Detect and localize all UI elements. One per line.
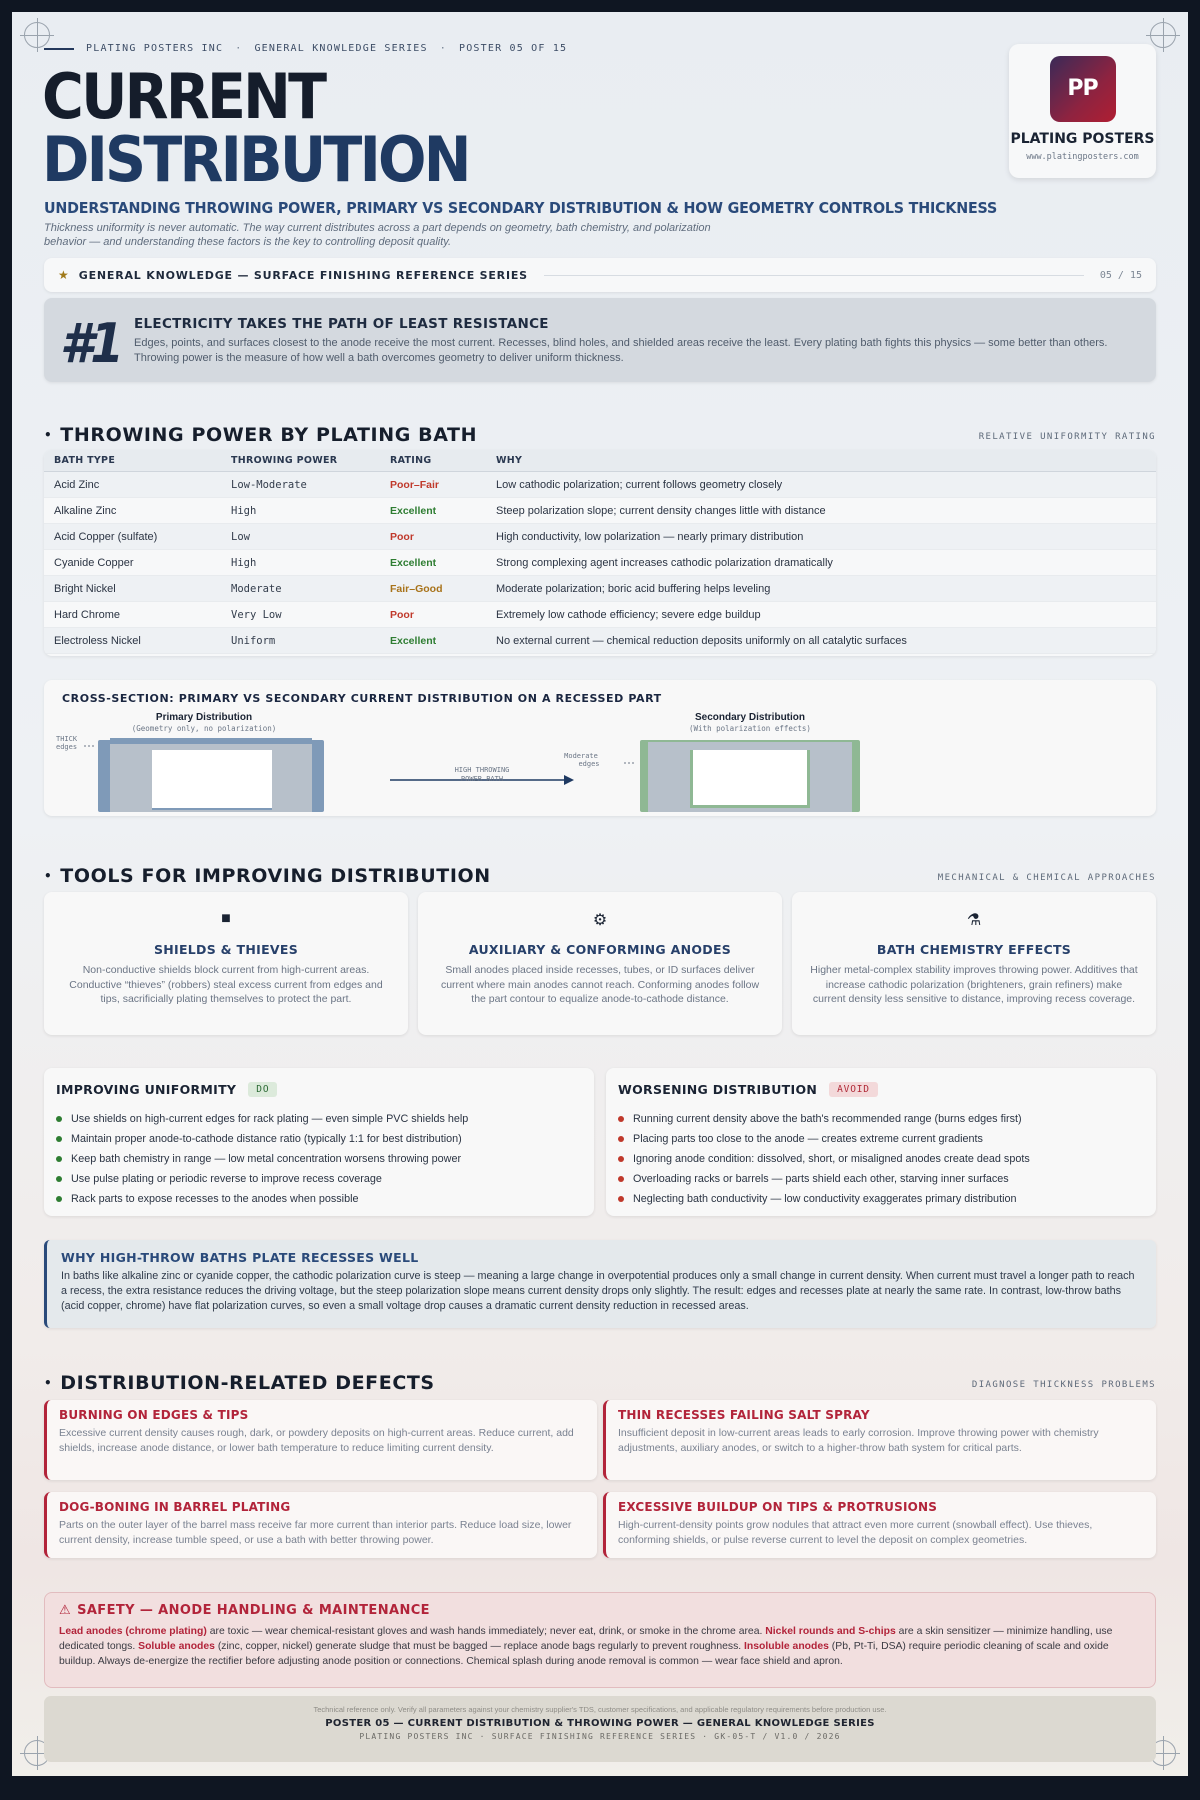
square-icon: ■ <box>221 910 231 927</box>
bullet-dot-icon <box>56 1116 62 1122</box>
tool-card-shields <box>44 892 408 1035</box>
list-item-text: Running current density above the bath's recommended range (burns edges first) <box>633 1113 1022 1125</box>
tool-title: BATH CHEMISTRY EFFECTS <box>876 942 1072 957</box>
list-item <box>618 1189 1144 1209</box>
section-right-label: MECHANICAL & CHEMICAL APPROACHES <box>937 873 1156 883</box>
defect-text: Insufficient deposit in low-current areas leads to early corrosion. Improve throwing power with chemistry adjustments, auxiliary anodes, or switch to a higher-throw bath system for critical parts. <box>618 1427 1099 1454</box>
column-header: THROWING POWER <box>231 455 338 466</box>
logo-badge: PP <box>1050 56 1116 122</box>
list-item <box>56 1169 582 1189</box>
throwing-power-cell: High <box>231 556 257 569</box>
column-header: RATING <box>390 455 432 466</box>
list-item-text: Rack parts to expose recesses to the anodes when possible <box>71 1193 359 1205</box>
insoluble-anodes-label: Insoluble anodes <box>744 1641 829 1652</box>
list-item <box>618 1109 1144 1129</box>
primary-top-edge-layer <box>110 738 312 744</box>
series-bar-label: GENERAL KNOWLEDGE — SURFACE FINISHING REFERENCE SERIES <box>78 268 528 282</box>
rating-cell: Poor <box>390 530 414 543</box>
rating-cell: Excellent <box>390 634 437 647</box>
soluble-anodes-text: (zinc, copper, nickel) generate sludge that must be bagged — replace anode bags regularly to prevent roughness. <box>214 1641 745 1652</box>
throwing-power-cell: Low-Moderate <box>231 478 307 491</box>
page-title-line1: CURRENT <box>42 60 325 133</box>
defect-text: Parts on the outer layer of the barrel mass receive far more current than interior parts. Reduce load size, lower current density, increase tumble speed, or use a bath with better throwing power. <box>59 1519 572 1546</box>
tool-text: Non-conductive shields block current from high-current areas. Conductive “thieves” (robbers) steal excess current from edges and tips, sacrificially plating themselves to protect the part. <box>69 964 383 1005</box>
bullet-dot-icon <box>618 1136 624 1142</box>
table-body <box>44 472 1156 654</box>
defect-title: DOG-BONING IN BARREL PLATING <box>59 1500 291 1514</box>
defect-text: Excessive current density causes rough, dark, or powdery deposits on high-current areas. Reduce current, add shields, increase anode distance, or lower bath temperature to reduce limiting current density. <box>59 1427 574 1454</box>
throwing-power-table <box>44 450 1156 656</box>
table-row <box>44 498 1156 524</box>
rating-cell: Poor–Fair <box>390 478 440 491</box>
why-cell: Extremely low cathode efficiency; severe edge buildup <box>496 608 761 621</box>
primary-recess-floor-layer <box>152 808 272 810</box>
separator: · <box>235 43 243 54</box>
list-item <box>56 1149 582 1169</box>
primary-recess <box>152 750 272 810</box>
bath-type-cell: Acid Zinc <box>54 478 100 491</box>
rating-cell: Excellent <box>390 556 437 569</box>
why-cell: Moderate polarization; boric acid buffering helps leveling <box>496 582 771 595</box>
bullet-icon: • <box>44 1376 53 1390</box>
insoluble-anodes-text: (Pb, Pt-Ti, DSA) require periodic cleaning of scale and oxide buildup. Always de-energize the rectifier before adjusting anode position or connections. Chemical splash during anode removal is common — wear face shield and apron. <box>59 1641 1109 1667</box>
section-right-label: DIAGNOSE THICKNESS PROBLEMS <box>971 1380 1156 1390</box>
secondary-subtitle: (With polarization effects) <box>689 724 811 733</box>
why-cell: Low cathodic polarization; current follows geometry closely <box>496 478 783 491</box>
defect-card <box>44 1400 597 1480</box>
page-indicator: 05 / 15 <box>1099 269 1142 281</box>
bullet-dot-icon <box>618 1196 624 1202</box>
registration-mark-top-right <box>1150 22 1176 48</box>
defect-text: High-current-density points grow nodules that attract even more current (snowball effect). Use thieves, conforming shields, or pulse reverse current to level the deposit on complex geometries. <box>618 1519 1093 1546</box>
safety-text <box>59 1624 1141 1669</box>
table-header <box>44 450 1156 472</box>
tool-title: AUXILIARY & CONFORMING ANODES <box>468 942 732 957</box>
defect-title: THIN RECESSES FAILING SALT SPRAY <box>618 1408 870 1422</box>
bullet-dot-icon <box>618 1116 624 1122</box>
lead-anodes-label: Lead anodes (chrome plating) <box>59 1626 207 1637</box>
nickel-text: are a skin sensitizer — minimize handling, use dedicated tongs. <box>59 1626 1113 1652</box>
tool-text: Small anodes placed inside recesses, tubes, or ID surfaces deliver current where main anodes cannot reach. Conforming anodes follow the part contour to equalize anode-to-cathode distance. <box>440 964 760 1005</box>
bath-type-cell: Acid Copper (sulfate) <box>54 530 158 543</box>
bath-type-cell: Alkaline Zinc <box>54 504 117 517</box>
why-cell: Strong complexing agent increases cathodic polarization dramatically <box>496 556 833 569</box>
defect-card <box>603 1400 1156 1480</box>
list-heading <box>618 1082 1144 1097</box>
why-cell: Steep polarization slope; current density changes little with distance <box>496 504 826 517</box>
cross-section-card <box>44 680 1156 816</box>
tool-card-anodes <box>418 892 782 1035</box>
series-bar <box>44 258 1156 292</box>
arrow-label-2: POWER BATH <box>460 775 504 783</box>
primary-title: Primary Distribution <box>155 712 253 723</box>
why-cell: No external current — chemical reduction deposits uniformly on all catalytic surfaces <box>496 634 907 647</box>
defect-card <box>44 1492 597 1558</box>
rule-text: Edges, points, and surfaces closest to the anode receive the most current. Recesses, blind holes, and shielded areas receive the least. Every plating bath fights this physics — some better than others. Throwing power is the measure of how well a bath overcomes geometry to deliver uniform thickness. <box>134 337 1108 364</box>
bullet-icon: • <box>44 869 53 883</box>
section-heading-defects <box>44 1372 435 1394</box>
list-title: IMPROVING UNIFORMITY <box>56 1082 237 1097</box>
do-badge: DO <box>248 1082 277 1097</box>
lead-anodes-text: are toxic — wear chemical-resistant gloves and wash hands immediately; never eat, drink, or smoke in the chrome area. <box>206 1626 766 1637</box>
throwing-power-cell: Low <box>231 530 250 543</box>
secondary-note-edges: edges <box>578 760 600 768</box>
flask-icon: ⚗ <box>966 912 982 929</box>
primary-note-thick: THICK <box>56 735 78 743</box>
section-heading-tools <box>44 865 491 887</box>
bath-type-cell: Bright Nickel <box>54 582 116 595</box>
top-meta-line <box>44 43 567 54</box>
table-row <box>44 602 1156 628</box>
defect-title: BURNING ON EDGES & TIPS <box>59 1408 249 1422</box>
page-title-line2: DISTRIBUTION <box>42 123 469 196</box>
poster <box>12 12 1188 1776</box>
star-icon: ★ <box>58 268 69 282</box>
list-item <box>618 1149 1144 1169</box>
section-heading-throwing <box>44 424 477 446</box>
bullet-dot-icon <box>618 1176 624 1182</box>
footer-disclaimer: Technical reference only. Verify all parameters against your chemistry supplier's TDS, customer specifications, and applicable regulatory requirements before production use. <box>313 1705 887 1714</box>
bath-type-cell: Cyanide Copper <box>54 556 134 569</box>
poster-number: POSTER 05 OF 15 <box>458 43 568 54</box>
logo-url: www.platingposters.com <box>1026 152 1139 162</box>
bullet-dot-icon <box>618 1156 624 1162</box>
column-header: WHY <box>496 455 523 466</box>
list-heading <box>56 1082 582 1097</box>
section-heading-text: THROWING POWER BY PLATING BATH <box>60 424 478 446</box>
secondary-recess <box>693 750 807 805</box>
list-item <box>56 1129 582 1149</box>
section-right-label: RELATIVE UNIFORMITY RATING <box>978 432 1156 442</box>
footer-title: POSTER 05 — CURRENT DISTRIBUTION & THROWING POWER — GENERAL KNOWLEDGE SERIES <box>325 1718 875 1729</box>
worsening-distribution-card <box>606 1068 1156 1216</box>
worsening-list <box>618 1109 1144 1209</box>
safety-title: SAFETY — ANODE HANDLING & MAINTENANCE <box>77 1603 430 1618</box>
improving-list <box>56 1109 582 1209</box>
safety-heading <box>59 1603 1141 1618</box>
warning-icon: ⚠ <box>59 1603 72 1618</box>
why-cell: High conductivity, low polarization — nearly primary distribution <box>496 530 804 543</box>
secondary-note-moderate: Moderate <box>564 752 598 760</box>
page-subtitle: UNDERSTANDING THROWING POWER, PRIMARY VS SECONDARY DISTRIBUTION & HOW GEOMETRY CONTROLS THICKNESS <box>44 199 998 217</box>
throwing-power-cell: Uniform <box>231 634 276 647</box>
key-rule-box <box>44 298 1156 382</box>
tool-text: Higher metal-complex stability improves throwing power. Additives that increase cathodic polarization (brighteners, grain refiners) make current density less sensitive to distance, improving recess coverage. <box>810 964 1138 1005</box>
table-row <box>44 550 1156 576</box>
arrow-label-1: HIGH THROWING <box>454 766 510 774</box>
list-item <box>56 1109 582 1129</box>
list-item <box>618 1169 1144 1189</box>
list-item-text: Placing parts too close to the anode — creates extreme current gradients <box>633 1133 983 1145</box>
table-row <box>44 524 1156 550</box>
arrow-head-icon <box>564 775 574 785</box>
list-item-text: Keep bath chemistry in range — low metal concentration worsens throwing power <box>71 1153 462 1165</box>
list-item-text: Overloading racks or barrels — parts shield each other, starving inner surfaces <box>633 1173 1009 1185</box>
column-header: BATH TYPE <box>54 455 116 466</box>
tool-card-chemistry <box>792 892 1156 1035</box>
logo-card <box>1009 44 1156 178</box>
accent-bar <box>44 48 74 50</box>
why-text: In baths like alkaline zinc or cyanide copper, the cathodic polarization curve is steep — meaning a large change in overpotential produces only a small change in current density. When current must travel a longer path to reach a recess, the extra resistance reduces the driving voltage, but the steep polarization slope means current density drops only slightly. The result: edges and recesses plate at nearly the same rate. In contrast, low-throw baths (acid copper, chrome) have flat polarization curves, so even a small voltage drop causes a dramatic current density reduction in recessed areas. <box>61 1270 1135 1313</box>
secondary-title: Secondary Distribution <box>694 712 806 723</box>
bullet-dot-icon <box>56 1176 62 1182</box>
list-item-text: Neglecting bath conductivity — low conductivity exaggerates primary distribution <box>633 1193 1017 1205</box>
throwing-power-cell: High <box>231 504 257 517</box>
separator: · <box>439 43 447 54</box>
defect-title: EXCESSIVE BUILDUP ON TIPS & PROTRUSIONS <box>618 1500 938 1514</box>
bath-type-cell: Hard Chrome <box>54 608 121 621</box>
footer-meta: PLATING POSTERS INC · SURFACE FINISHING REFERENCE SERIES · GK-05-T / V1.0 / 2026 <box>359 1732 841 1741</box>
rating-cell: Fair–Good <box>390 582 443 595</box>
table-row <box>44 628 1156 654</box>
why-title: WHY HIGH-THROW BATHS PLATE RECESSES WELL <box>61 1250 419 1265</box>
avoid-badge: AVOID <box>829 1082 878 1097</box>
series-label: GENERAL KNOWLEDGE SERIES <box>254 43 428 54</box>
table-row <box>44 576 1156 602</box>
rating-cell: Poor <box>390 608 414 621</box>
logo-name: PLATING POSTERS <box>1010 131 1155 147</box>
bullet-dot-icon <box>56 1136 62 1142</box>
footer <box>44 1696 1156 1762</box>
list-item <box>56 1189 582 1209</box>
section-heading-text: TOOLS FOR IMPROVING DISTRIBUTION <box>60 865 491 887</box>
nickel-label: Nickel rounds and S-chips <box>765 1626 896 1637</box>
rule-title: ELECTRICITY TAKES THE PATH OF LEAST RESISTANCE <box>134 316 549 332</box>
bullet-dot-icon <box>56 1156 62 1162</box>
improving-uniformity-card <box>44 1068 594 1216</box>
tool-title: SHIELDS & THIEVES <box>153 942 299 957</box>
soluble-anodes-label: Soluble anodes <box>138 1641 215 1652</box>
throwing-power-cell: Moderate <box>231 582 282 595</box>
safety-box <box>44 1592 1156 1688</box>
table-row <box>44 472 1156 498</box>
why-high-throw-card <box>44 1240 1156 1328</box>
divider <box>544 275 1084 276</box>
bath-type-cell: Electroless Nickel <box>54 634 141 647</box>
throwing-power-cell: Very Low <box>231 608 282 621</box>
rule-number: #1 <box>60 312 121 375</box>
list-item-text: Use shields on high-current edges for rack plating — even simple PVC shields help <box>71 1113 469 1125</box>
primary-note-edges: edges <box>56 743 78 751</box>
intro-text: Thickness uniformity is never automatic. The way current distributes across a part depends on geometry, bath chemistry, and polarization behavior — and understanding these factors is the key to controlling deposit quality. <box>44 222 711 248</box>
list-item-text: Use pulse plating or periodic reverse to improve recess coverage <box>71 1173 382 1185</box>
primary-subtitle: (Geometry only, no polarization) <box>131 724 277 733</box>
list-item-text: Ignoring anode condition: dissolved, short, or misaligned anodes create dead spots <box>633 1153 1030 1165</box>
bullet-icon: • <box>44 428 53 442</box>
gear-icon: ⚙ <box>592 912 608 929</box>
list-item <box>618 1129 1144 1149</box>
defect-card <box>603 1492 1156 1558</box>
bullet-dot-icon <box>56 1196 62 1202</box>
cross-section-diagram <box>44 680 1156 816</box>
list-item-text: Maintain proper anode-to-cathode distance ratio (typically 1:1 for best distribution) <box>71 1133 462 1145</box>
list-title: WORSENING DISTRIBUTION <box>618 1082 818 1097</box>
cross-section-title: CROSS-SECTION: PRIMARY VS SECONDARY CURRENT DISTRIBUTION ON A RECESSED PART <box>62 692 662 705</box>
section-heading-text: DISTRIBUTION-RELATED DEFECTS <box>60 1372 435 1394</box>
company-label: PLATING POSTERS INC <box>86 43 224 54</box>
rating-cell: Excellent <box>390 504 437 517</box>
